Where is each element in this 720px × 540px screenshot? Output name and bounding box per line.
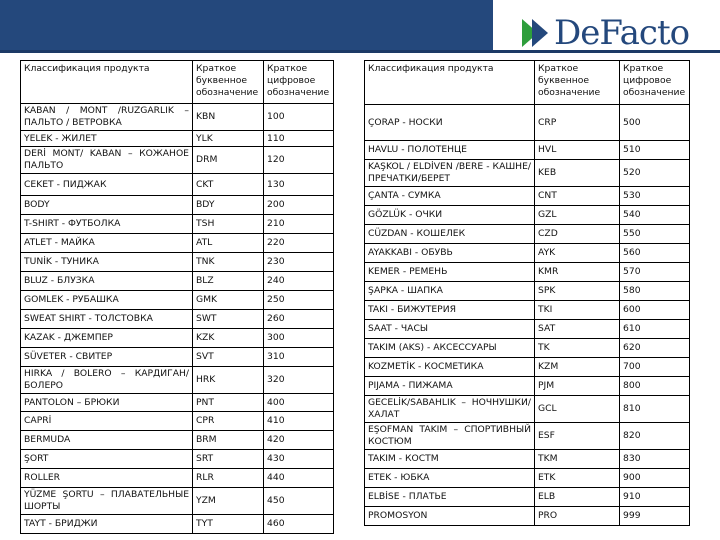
digit-code-cell: 580 [620, 282, 690, 301]
table-row [21, 104, 334, 131]
product-name-cell: YÜZME ŞORTU – ПЛАВАТЕЛЬНЫЕ ШОРТЫ [21, 488, 193, 515]
digit-code-cell: 110 [264, 131, 334, 147]
table-row [21, 469, 334, 488]
digit-code-cell: 260 [264, 310, 334, 329]
product-name-cell: SWEAT SHIRT - ТОЛСТОВКА [21, 310, 193, 329]
digit-code-cell: 800 [620, 377, 690, 396]
table-row [21, 515, 334, 534]
product-name-cell: TUNİK - ТУНИКА [21, 253, 193, 272]
digit-code-cell: 300 [264, 329, 334, 348]
letter-code-cell: DRM [193, 147, 264, 174]
letter-code-cell: PRO [535, 507, 620, 526]
product-name-cell: CÜZDAN - КОШЕЛЕК [365, 225, 535, 244]
table-row [21, 291, 334, 310]
product-name-cell: DERİ MONT/ KABAN – КОЖАНОЕ ПАЛЬТО [21, 147, 193, 174]
letter-code-cell: SAT [535, 320, 620, 339]
letter-code-cell: GCL [535, 396, 620, 423]
letter-code-cell: BDY [193, 196, 264, 215]
product-code-table-left [20, 60, 334, 534]
letter-code-cell: HRK [193, 367, 264, 394]
letter-code-cell: GMK [193, 291, 264, 310]
table-row [21, 215, 334, 234]
letter-code-cell: PJM [535, 377, 620, 396]
product-name-cell: TAYT - БРИДЖИ [21, 515, 193, 534]
product-name-cell: GECELİK/SABAHLIK – НОЧНУШКИ/ХАЛАТ [365, 396, 535, 423]
table-row [365, 244, 690, 263]
letter-code-cell: YZM [193, 488, 264, 515]
letter-code-cell: TYT [193, 515, 264, 534]
digit-code-cell: 830 [620, 450, 690, 469]
table-row [21, 412, 334, 431]
logo-text: DeFacto [554, 13, 690, 53]
product-name-cell: KOZMETİK - КОСМЕТИКА [365, 358, 535, 377]
digit-code-cell: 410 [264, 412, 334, 431]
letter-code-cell: GZL [535, 206, 620, 225]
digit-code-cell: 600 [620, 301, 690, 320]
letter-code-cell: KZM [535, 358, 620, 377]
digit-code-cell: 500 [620, 105, 690, 141]
letter-code-cell: BLZ [193, 272, 264, 291]
table-row [21, 394, 334, 412]
digit-code-cell: 430 [264, 450, 334, 469]
table-row [365, 377, 690, 396]
digit-code-cell: 200 [264, 196, 334, 215]
letter-code-cell: SVT [193, 348, 264, 367]
digit-code-cell: 460 [264, 515, 334, 534]
table-row [21, 131, 334, 147]
table-row [21, 174, 334, 196]
digit-code-cell: 510 [620, 141, 690, 160]
table-row [365, 339, 690, 358]
product-name-cell: ETEK - ЮБКА [365, 469, 535, 488]
letter-code-cell: TKI [535, 301, 620, 320]
letter-code-cell: BRM [193, 431, 264, 450]
letter-code-cell: ATL [193, 234, 264, 253]
digit-code-cell: 560 [620, 244, 690, 263]
table-row [21, 253, 334, 272]
digit-code-cell: 540 [620, 206, 690, 225]
letter-code-cell: KEB [535, 160, 620, 187]
letter-code-cell: ETK [535, 469, 620, 488]
letter-code-cell: TK [535, 339, 620, 358]
table-row [21, 196, 334, 215]
column-header: Классификация продукта [365, 61, 535, 105]
digit-code-cell: 320 [264, 367, 334, 394]
table-row [365, 396, 690, 423]
digit-code-cell: 700 [620, 358, 690, 377]
play-arrow-logo-icon [520, 17, 552, 49]
product-name-cell: SAAT - ЧАСЫ [365, 320, 535, 339]
product-name-cell: PIJAMA - ПИЖАМА [365, 377, 535, 396]
digit-code-cell: 400 [264, 394, 334, 412]
product-name-cell: TAKIM (AKS) - АКСЕССУАРЫ [365, 339, 535, 358]
product-name-cell: KAŞKOL / ELDİVEN /BERE - КАШНЕ/ПРЕЧАТКИ/БЕРЕТ [365, 160, 535, 187]
table-row [365, 105, 690, 141]
digit-code-cell: 530 [620, 187, 690, 206]
letter-code-cell: CZD [535, 225, 620, 244]
product-name-cell: ŞORT [21, 450, 193, 469]
digit-code-cell: 120 [264, 147, 334, 174]
product-name-cell: ÇANTA - СУМКА [365, 187, 535, 206]
letter-code-cell: HVL [535, 141, 620, 160]
product-name-cell: CAPRİ [21, 412, 193, 431]
column-header: Краткое буквенное обозначение [535, 61, 620, 105]
column-header: Классификация продукта [21, 61, 193, 104]
digit-code-cell: 250 [264, 291, 334, 310]
digit-code-cell: 440 [264, 469, 334, 488]
product-name-cell: TAKI - БИЖУТЕРИЯ [365, 301, 535, 320]
digit-code-cell: 230 [264, 253, 334, 272]
table-row [365, 358, 690, 377]
table-row [21, 367, 334, 394]
product-name-cell: ELBİSE - ПЛАТЬЕ [365, 488, 535, 507]
digit-code-cell: 820 [620, 423, 690, 450]
product-name-cell: KAZAK - ДЖЕМПЕР [21, 329, 193, 348]
letter-code-cell: CPR [193, 412, 264, 431]
letter-code-cell: KZK [193, 329, 264, 348]
table-row [21, 488, 334, 515]
product-name-cell: PANTOLON – БРЮКИ [21, 394, 193, 412]
product-name-cell: KEMER - РЕМЕНЬ [365, 263, 535, 282]
product-name-cell: EŞOFMAN TAKIM – СПОРТИВНЫЙ КОСТЮМ [365, 423, 535, 450]
letter-code-cell: ELB [535, 488, 620, 507]
letter-code-cell: TNK [193, 253, 264, 272]
table-header-row [365, 61, 690, 105]
digit-code-cell: 220 [264, 234, 334, 253]
digit-code-cell: 550 [620, 225, 690, 244]
digit-code-cell: 810 [620, 396, 690, 423]
product-name-cell: KABAN / MONT /RUZGARLIK – ПАЛЬТО / ВЕТРОВКА [21, 104, 193, 131]
digit-code-cell: 520 [620, 160, 690, 187]
table-row [21, 147, 334, 174]
table-row [21, 234, 334, 253]
digit-code-cell: 420 [264, 431, 334, 450]
letter-code-cell: SRT [193, 450, 264, 469]
letter-code-cell: CKT [193, 174, 264, 196]
table-row [365, 282, 690, 301]
digit-code-cell: 570 [620, 263, 690, 282]
letter-code-cell: CRP [535, 105, 620, 141]
product-name-cell: ROLLER [21, 469, 193, 488]
table-row [365, 225, 690, 244]
digit-code-cell: 450 [264, 488, 334, 515]
digit-code-cell: 240 [264, 272, 334, 291]
product-name-cell: YELEK - ЖИЛЕТ [21, 131, 193, 147]
table-row [21, 329, 334, 348]
table-row [365, 187, 690, 206]
product-name-cell: ŞAPKA - ШАПКА [365, 282, 535, 301]
letter-code-cell: YLK [193, 131, 264, 147]
table-row [365, 488, 690, 507]
product-name-cell: SÜVETER - СВИТЕР [21, 348, 193, 367]
table-row [365, 469, 690, 488]
product-name-cell: TAKIM - КОСТМ [365, 450, 535, 469]
letter-code-cell: PNT [193, 394, 264, 412]
column-header: Краткое буквенное обозначение [193, 61, 264, 104]
digit-code-cell: 210 [264, 215, 334, 234]
digit-code-cell: 310 [264, 348, 334, 367]
table-row [365, 206, 690, 225]
table-row [365, 160, 690, 187]
table-row [21, 450, 334, 469]
digit-code-cell: 100 [264, 104, 334, 131]
product-name-cell: BLUZ - БЛУЗКА [21, 272, 193, 291]
product-name-cell: BODY [21, 196, 193, 215]
table-row [21, 272, 334, 291]
table-row [365, 423, 690, 450]
letter-code-cell: RLR [193, 469, 264, 488]
product-name-cell: GÖZLÜK - ОЧКИ [365, 206, 535, 225]
letter-code-cell: TSH [193, 215, 264, 234]
digit-code-cell: 620 [620, 339, 690, 358]
table-row [365, 450, 690, 469]
table-header-row [21, 61, 334, 104]
table-row [365, 507, 690, 526]
column-header: Краткое цифровое обозначение [264, 61, 334, 104]
letter-code-cell: SPK [535, 282, 620, 301]
digit-code-cell: 130 [264, 174, 334, 196]
product-name-cell: HAVLU - ПОЛОТЕНЦЕ [365, 141, 535, 160]
letter-code-cell: ESF [535, 423, 620, 450]
letter-code-cell: AYK [535, 244, 620, 263]
letter-code-cell: KBN [193, 104, 264, 131]
header-bar [0, 0, 493, 50]
table-row [365, 263, 690, 282]
product-name-cell: ATLET - МАЙКА [21, 234, 193, 253]
letter-code-cell: SWT [193, 310, 264, 329]
table-row [21, 431, 334, 450]
column-header: Краткое цифровое обозначение [620, 61, 690, 105]
product-name-cell: PROMOSYON [365, 507, 535, 526]
brand-logo [520, 10, 710, 56]
table-row [21, 310, 334, 329]
product-name-cell: AYAKKABI - ОБУВЬ [365, 244, 535, 263]
digit-code-cell: 610 [620, 320, 690, 339]
product-name-cell: GOMLEK - РУБАШКА [21, 291, 193, 310]
letter-code-cell: TKM [535, 450, 620, 469]
table-row [365, 320, 690, 339]
digit-code-cell: 900 [620, 469, 690, 488]
product-name-cell: BERMUDA [21, 431, 193, 450]
product-name-cell: ÇORAP - НОСКИ [365, 105, 535, 141]
letter-code-cell: CNT [535, 187, 620, 206]
table-row [365, 301, 690, 320]
product-name-cell: HIRKA / BOLERO – КАРДИГАН/БОЛЕРО [21, 367, 193, 394]
product-name-cell: CEKET - ПИДЖАК [21, 174, 193, 196]
letter-code-cell: KMR [535, 263, 620, 282]
product-code-table-right [364, 60, 690, 526]
table-row [365, 141, 690, 160]
product-name-cell: T-SHIRT - ФУТБОЛКА [21, 215, 193, 234]
digit-code-cell: 999 [620, 507, 690, 526]
table-row [21, 348, 334, 367]
digit-code-cell: 910 [620, 488, 690, 507]
